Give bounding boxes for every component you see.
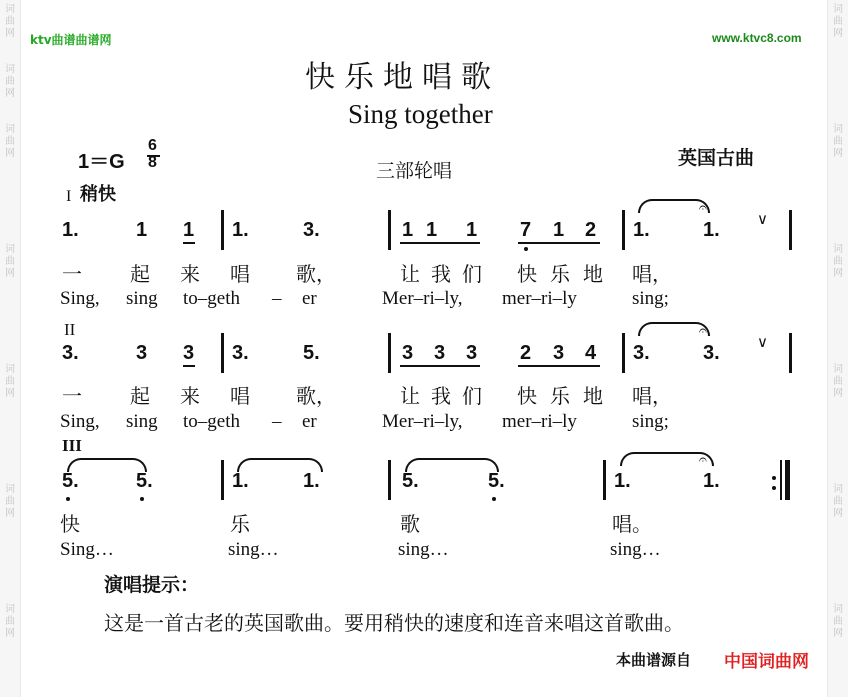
note: 3.	[633, 342, 650, 364]
part-roman-numeral: I	[66, 188, 72, 205]
low-octave-dot	[140, 497, 144, 501]
tie-arc	[67, 458, 147, 472]
note-underline	[400, 365, 480, 367]
lyric: 唱，	[632, 384, 672, 408]
lyric: 快	[60, 512, 80, 536]
tips-heading: 演唱提示：	[104, 574, 200, 596]
note: 3.	[232, 342, 249, 364]
note-underline	[400, 242, 480, 244]
side-mark: 曲	[833, 616, 843, 627]
side-mark: 网	[5, 28, 15, 39]
lyric: 们	[462, 384, 482, 408]
side-mark: 曲	[5, 496, 15, 507]
side-mark: 词	[5, 64, 15, 75]
lyric: 歌，	[296, 384, 336, 408]
repeat-dot	[772, 486, 776, 490]
left-margin-strip	[0, 0, 21, 697]
lyric: 地	[583, 262, 603, 286]
note: 1.	[633, 219, 650, 241]
note: 1.	[703, 470, 720, 492]
note: 3	[402, 342, 414, 364]
note: 1	[402, 219, 414, 241]
english-lyric: –	[272, 411, 282, 432]
english-lyric: to–geth	[183, 288, 240, 309]
side-mark: 曲	[833, 16, 843, 27]
performance-note: 三部轮唱	[376, 160, 453, 182]
tie-arc	[405, 458, 499, 472]
repeat-dot	[772, 476, 776, 480]
low-octave-dot	[524, 247, 528, 251]
note-underline	[183, 365, 195, 367]
english-lyric: –	[272, 288, 282, 309]
note: 1.	[303, 470, 320, 492]
right-margin-strip	[827, 0, 848, 697]
key-signature: 1＝G	[78, 151, 125, 173]
side-mark: 曲	[5, 76, 15, 87]
watermark-right: www.ktvc8.com	[712, 31, 802, 45]
note: 3	[183, 342, 195, 364]
bar-line	[388, 460, 391, 500]
note: 2	[520, 342, 532, 364]
note: 1.	[232, 219, 249, 241]
note-underline	[183, 242, 195, 244]
note: 5.	[488, 470, 505, 492]
english-lyric: Sing,	[60, 288, 100, 309]
side-mark: 词	[833, 364, 843, 375]
bar-line	[789, 210, 792, 250]
bar-line	[221, 333, 224, 373]
lyric: 快	[517, 384, 537, 408]
bar-line	[603, 460, 606, 500]
side-mark: 网	[833, 388, 843, 399]
note: 2	[585, 219, 597, 241]
note: 1.	[232, 470, 249, 492]
note: 5.	[303, 342, 320, 364]
repeat-bar-thin	[780, 460, 782, 500]
lyric: 起	[130, 262, 150, 286]
time-sig-numerator: 6	[148, 137, 157, 154]
side-mark: 词	[5, 4, 15, 15]
breath-mark: ∨	[757, 210, 768, 228]
side-mark: 曲	[833, 496, 843, 507]
note: 1	[183, 219, 195, 241]
bar-line	[221, 210, 224, 250]
side-mark: 词	[5, 604, 15, 615]
english-lyric: sing	[126, 411, 158, 432]
bar-line	[388, 333, 391, 373]
watermark-left: ktv曲谱曲谱网	[30, 33, 112, 47]
note: 5.	[136, 470, 153, 492]
english-lyric: sing…	[228, 539, 279, 560]
note-underline	[518, 365, 600, 367]
fermata: 𝄐	[699, 323, 707, 339]
song-subtitle: Sing together	[348, 99, 493, 129]
time-sig-denominator: 8	[148, 154, 157, 171]
lyric: 乐	[230, 512, 250, 536]
lyric: 唱。	[612, 512, 652, 536]
bar-line	[388, 210, 391, 250]
note: 1.	[62, 219, 79, 241]
side-mark: 网	[5, 628, 15, 639]
note: 3.	[62, 342, 79, 364]
english-lyric: mer–ri–ly	[502, 288, 577, 309]
lyric: 快	[517, 262, 537, 286]
note: 5.	[62, 470, 79, 492]
source-label: 本曲谱源自	[616, 651, 692, 669]
english-lyric: Sing…	[60, 539, 114, 560]
note: 1	[136, 219, 148, 241]
bar-line	[622, 210, 625, 250]
english-lyric: Mer–ri–ly,	[382, 411, 463, 432]
low-octave-dot	[66, 497, 70, 501]
bar-line	[789, 333, 792, 373]
composer-credit: 英国古曲	[678, 147, 755, 169]
side-mark: 网	[5, 388, 15, 399]
source-site-link[interactable]: 中国词曲网	[724, 652, 809, 672]
english-lyric: Mer–ri–ly,	[382, 288, 463, 309]
english-lyric: sing…	[398, 539, 449, 560]
side-mark: 网	[833, 148, 843, 159]
lyric: 唱	[230, 262, 250, 286]
lyric: 歌，	[296, 262, 336, 286]
lyric: 唱，	[632, 262, 672, 286]
note-underline	[518, 242, 600, 244]
lyric: 起	[130, 384, 150, 408]
tips-body: 这是一首古老的英国歌曲。要用稍快的速度和连音来唱这首歌曲。	[104, 611, 684, 635]
side-mark: 曲	[5, 616, 15, 627]
note: 3	[136, 342, 148, 364]
side-mark: 曲	[5, 16, 15, 27]
side-mark: 曲	[5, 256, 15, 267]
side-mark: 网	[833, 508, 843, 519]
lyric: 一	[62, 384, 82, 408]
side-mark: 词	[833, 124, 843, 135]
english-lyric: sing…	[610, 539, 661, 560]
note: 3.	[303, 219, 320, 241]
bar-line	[221, 460, 224, 500]
lyric: 乐	[550, 262, 570, 286]
side-mark: 曲	[833, 256, 843, 267]
repeat-bar-thick	[785, 460, 790, 500]
side-mark: 网	[5, 148, 15, 159]
english-lyric: to–geth	[183, 411, 240, 432]
lyric: 地	[583, 384, 603, 408]
lyric: 我	[431, 384, 451, 408]
note: 5.	[402, 470, 419, 492]
lyric: 来	[180, 262, 200, 286]
note: 7	[520, 219, 532, 241]
note: 3	[434, 342, 446, 364]
tempo-marking: 稍快	[80, 184, 116, 205]
lyric: 乐	[550, 384, 570, 408]
lyric: 们	[462, 262, 482, 286]
bar-line	[622, 333, 625, 373]
fermata: 𝄐	[699, 452, 707, 468]
side-mark: 词	[833, 484, 843, 495]
side-mark: 词	[5, 364, 15, 375]
lyric: 歌	[400, 512, 420, 536]
breath-mark: ∨	[757, 333, 768, 351]
part-roman-numeral: III	[62, 436, 82, 455]
side-mark: 曲	[833, 376, 843, 387]
side-mark: 网	[833, 268, 843, 279]
english-lyric: sing;	[632, 411, 669, 432]
side-mark: 网	[833, 28, 843, 39]
side-mark: 网	[5, 508, 15, 519]
low-octave-dot	[492, 497, 496, 501]
side-mark: 词	[833, 604, 843, 615]
side-mark: 词	[5, 484, 15, 495]
side-mark: 曲	[833, 136, 843, 147]
song-title: 快乐地唱歌	[305, 60, 500, 95]
english-lyric: Sing,	[60, 411, 100, 432]
lyric: 唱	[230, 384, 250, 408]
english-lyric: er	[302, 288, 317, 309]
note: 3	[466, 342, 478, 364]
english-lyric: mer–ri–ly	[502, 411, 577, 432]
note: 4	[585, 342, 597, 364]
side-mark: 曲	[5, 376, 15, 387]
lyric: 我	[431, 262, 451, 286]
note: 3	[553, 342, 565, 364]
side-mark: 词	[5, 124, 15, 135]
side-mark: 网	[5, 268, 15, 279]
lyric: 让	[400, 384, 420, 408]
note: 1	[426, 219, 438, 241]
side-mark: 网	[5, 88, 15, 99]
english-lyric: er	[302, 411, 317, 432]
part-roman-numeral: II	[64, 320, 76, 339]
side-mark: 曲	[5, 136, 15, 147]
side-mark: 词	[833, 4, 843, 15]
note: 1.	[703, 219, 720, 241]
note: 1.	[614, 470, 631, 492]
lyric: 让	[400, 262, 420, 286]
fermata: 𝄐	[699, 200, 707, 216]
side-mark: 网	[833, 628, 843, 639]
english-lyric: sing;	[632, 288, 669, 309]
english-lyric: sing	[126, 288, 158, 309]
note: 1	[466, 219, 478, 241]
lyric: 一	[62, 262, 82, 286]
side-mark: 词	[5, 244, 15, 255]
side-mark: 词	[833, 244, 843, 255]
lyric: 来	[180, 384, 200, 408]
note: 1	[553, 219, 565, 241]
note: 3.	[703, 342, 720, 364]
